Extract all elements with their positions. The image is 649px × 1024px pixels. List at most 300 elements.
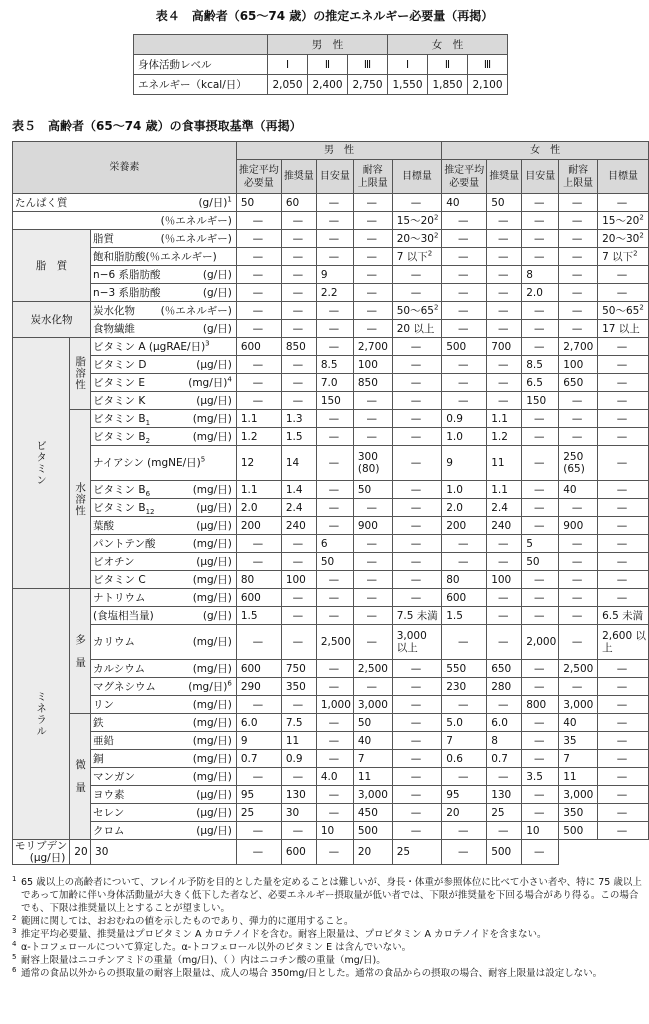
nutrient-unit: (mg/日) [192,752,232,765]
nutrient-name [91,714,237,732]
value-cell: — [559,678,598,696]
value-cell: 600 [442,589,487,607]
value-cell: 750 [281,660,316,678]
value-cell: 1.1 [236,481,281,499]
value-cell: — [442,374,487,392]
column-header: 推定平均 必要量 [236,160,281,194]
value-cell: — [598,589,649,607]
value-cell: 3,000 以上 [392,625,441,660]
table-row [13,553,649,571]
value-cell: 1,000 [316,696,353,714]
nutrient-unit: (µg/日) [196,394,232,407]
table-row [13,320,649,338]
value-cell: — [598,768,649,786]
table-row [13,768,649,786]
group-label: ビタミン [13,338,70,589]
nutrient-unit: (mg/日) [192,734,232,747]
nutrient-unit: (％エネルギー) [160,304,232,317]
value-cell: — [442,320,487,338]
subscript: 1 [145,418,151,427]
level-cell: Ⅰ [388,55,428,75]
value-cell: — [522,732,559,750]
value-cell: 500 [487,840,522,865]
table-row [13,732,649,750]
value-cell: — [392,822,441,840]
value-cell: — [353,499,392,517]
value-cell: — [598,338,649,356]
nutrient-unit: (mg/日) [192,573,232,586]
value-cell: 20 以上 [392,320,441,338]
value-cell: — [442,553,487,571]
table-row [13,142,649,160]
value-cell: — [281,284,316,302]
table-row [134,75,508,95]
energy-cell: 2,400 [308,75,348,95]
column-header: 目安量 [522,160,559,194]
nutrient-unit: (mg/日) [192,412,232,425]
nutrient-unit: (g/日) [202,609,232,622]
column-header: 目標量 [392,160,441,194]
value-cell: 6.0 [236,714,281,732]
footnote-number: 6 [12,966,17,974]
value-cell: — [598,356,649,374]
nutrient-name [91,446,237,481]
value-cell: 150 [522,392,559,410]
table-row [13,446,649,481]
value-cell: 2.4 [487,499,522,517]
nutrient-label: ビタミン K [93,394,146,407]
table-row [13,607,649,625]
nutrient-unit: (％エネルギー) [160,232,232,245]
value-cell: — [522,589,559,607]
value-cell: — [487,768,522,786]
value-cell: — [316,660,353,678]
table-row [13,589,649,607]
value-cell: 11 [281,732,316,750]
value-cell: 80 [236,571,281,589]
value-cell: — [392,481,441,499]
value-cell: — [522,786,559,804]
value-cell: — [559,571,598,589]
value-cell: — [392,338,441,356]
table-row [13,428,649,446]
value-cell: — [598,786,649,804]
value-cell: 4.0 [316,768,353,786]
footnote-text: 耐容上限量はニコチンアミドの重量（mg/日)、（ ）内はニコチン酸の重量（mg/日)。 [21,955,386,966]
value-cell: — [522,302,559,320]
value-cell: — [442,392,487,410]
footnote [12,876,642,915]
value-cell: 7.0 [316,374,353,392]
nutrient-unit: (µg/日) [196,555,232,568]
value-cell: 850 [281,338,316,356]
nutrient-label: マンガン [93,770,136,783]
value-cell: 130 [487,786,522,804]
value-cell: — [522,714,559,732]
footnote-mark: 2 [427,249,433,257]
value-cell: 700 [487,338,522,356]
value-cell: — [236,302,281,320]
footnote-number: 5 [12,953,17,961]
value-cell: — [392,356,441,374]
nutrient-name [13,840,70,865]
value-cell: — [598,266,649,284]
value-cell: — [487,230,522,248]
value-cell: 20 [353,840,392,865]
nutrient-label: ビタミン $B_1$ [93,412,151,427]
value-cell: 6.0 [487,714,522,732]
table-row [13,392,649,410]
value-cell: — [559,230,598,248]
value-cell: 7.5 未満 [392,607,441,625]
nutrient-label: ビタミン C [93,573,146,586]
value-cell: — [281,822,316,840]
value-cell: 500 [442,338,487,356]
value-cell: 3.5 [522,768,559,786]
nutrient-unit: (mg/日) [192,591,232,604]
value-cell: — [281,768,316,786]
value-cell: — [353,607,392,625]
value-cell: 20 [442,804,487,822]
nutrient-name [13,212,237,230]
value-cell: 3,000 [559,786,598,804]
value-cell: 25 [392,840,441,865]
value-cell: — [316,499,353,517]
value-cell: — [522,320,559,338]
value-cell: 2,700 [559,338,598,356]
nutrient-label: 炭水化物 [93,304,136,317]
nutrient-label: 葉酸 [93,519,115,532]
value-cell: — [392,428,441,446]
energy-cell: 2,750 [348,75,388,95]
value-cell: 10 [316,822,353,840]
value-cell: — [392,732,441,750]
value-cell: — [442,356,487,374]
value-cell: — [559,607,598,625]
nutrient-name [91,535,237,553]
value-cell: — [236,230,281,248]
value-cell: — [487,696,522,714]
value-cell: — [316,517,353,535]
male-header: 男 性 [236,142,441,160]
value-cell: — [236,696,281,714]
value-cell: — [392,571,441,589]
column-header: 目標量 [598,160,649,194]
value-cell: — [598,410,649,428]
value-cell: — [392,284,441,302]
footnote-number: 1 [12,875,17,883]
table-row [13,660,649,678]
value-cell: — [598,194,649,212]
table-row [13,356,649,374]
footnote [12,954,642,967]
value-cell: 11 [353,768,392,786]
table-row [13,248,649,266]
nutrient-unit: (mg/日)$^6$ [188,679,232,693]
value-cell: — [281,212,316,230]
value-cell: 650 [487,660,522,678]
value-cell: 11 [487,446,522,481]
value-cell: 240 [487,517,522,535]
nutrient-name [91,517,237,535]
table-row [13,678,649,696]
value-cell: — [522,607,559,625]
value-cell: — [236,266,281,284]
value-cell: — [442,248,487,266]
value-cell: — [392,392,441,410]
value-cell: — [353,678,392,696]
value-cell: — [353,625,392,660]
value-cell: 7 以下$^2$ [598,248,649,266]
table-row [134,55,508,75]
nutrient-label: ビタミン D [93,358,147,371]
value-cell: 100 [559,356,598,374]
subscript: 12 [145,507,155,516]
value-cell: 600 [236,338,281,356]
value-cell: — [487,392,522,410]
value-cell: — [598,804,649,822]
footnote [12,941,642,954]
footnote-text: α-トコフェロールについて算定した。α-トコフェロール以外のビタミン E は含んでいない。 [21,942,412,953]
value-cell: 130 [281,786,316,804]
value-cell: — [236,212,281,230]
value-cell: 1.2 [236,428,281,446]
female-header: 女 性 [388,35,508,55]
value-cell: 7 [353,750,392,768]
nutrient-name [91,428,237,446]
footnote [12,967,642,980]
value-cell: — [281,356,316,374]
value-cell: — [442,535,487,553]
value-cell: — [522,517,559,535]
group-label: 脂溶性 [70,338,91,410]
value-cell: 7 [442,732,487,750]
nutrient-label: (食塩相当量) [93,609,154,622]
value-cell: — [316,786,353,804]
value-cell: — [353,428,392,446]
value-cell: 8.5 [316,356,353,374]
value-cell: — [559,320,598,338]
value-cell: 1.5 [281,428,316,446]
value-cell: — [353,571,392,589]
value-cell: 6.5 未満 [598,607,649,625]
nutrient-name [91,822,237,840]
value-cell: — [522,660,559,678]
value-cell: — [281,607,316,625]
value-cell: 290 [236,678,281,696]
nutrient-label: n−6 系脂肪酸 [93,268,161,281]
value-cell: 1.5 [236,607,281,625]
column-header: 推奨量 [487,160,522,194]
value-cell: — [598,571,649,589]
energy-table [133,34,508,95]
nutrient-unit: (mg/日) [192,537,232,550]
value-cell: — [598,553,649,571]
footnote-text: 推定平均必要量、推奨量はプロビタミン A カロテノイドを含む。耐容上限量は、プロビタミン A カロテノイドを含まない。 [21,929,547,940]
nutrient-name [91,302,237,320]
energy-cell: 1,550 [388,75,428,95]
table-row [13,714,649,732]
value-cell: — [522,338,559,356]
value-cell: — [316,338,353,356]
value-cell: 280 [487,678,522,696]
value-cell: — [442,302,487,320]
value-cell: — [598,374,649,392]
value-cell: — [522,248,559,266]
nutrient-unit: (mg/日) [192,698,232,711]
value-cell: 350 [281,678,316,696]
value-cell: 7 以下$^2$ [392,248,441,266]
value-cell: — [522,481,559,499]
value-cell: 1.3 [281,410,316,428]
value-cell: — [281,230,316,248]
value-cell: 30 [91,840,237,865]
value-cell: — [559,410,598,428]
nutrient-name [91,266,237,284]
value-cell: 6 [316,535,353,553]
value-cell: 2,500 [316,625,353,660]
value-cell: — [559,392,598,410]
nutrient-name [91,625,237,660]
footnote-mark: 1 [227,195,232,203]
value-cell: — [392,410,441,428]
nutrient-label: 銅 [93,752,104,765]
value-cell: — [598,284,649,302]
value-cell: — [392,553,441,571]
value-cell: — [392,589,441,607]
footnote-mark: 2 [639,231,644,239]
nutrient-header: 栄養素 [13,142,237,194]
value-cell: — [236,822,281,840]
value-cell: 1.0 [442,428,487,446]
value-cell: — [487,607,522,625]
value-cell: — [392,446,441,481]
value-cell: 95 [236,786,281,804]
group-label: 脂 質 [13,230,91,302]
footnote-text: 範囲に関しては、おおむねの値を示したものであり、弾力的に運用すること。 [21,916,354,927]
value-cell: 8 [522,266,559,284]
nutrient-label: ヨウ素 [93,788,125,801]
value-cell: 14 [281,446,316,481]
nutrient-label: ナトリウム [93,591,146,604]
value-cell: — [487,356,522,374]
value-cell: 5 [522,535,559,553]
nutrient-name [91,589,237,607]
value-cell: — [487,589,522,607]
value-cell: — [392,786,441,804]
energy-label: エネルギー（kcal/日） [134,75,268,95]
nutrient-unit: (mg/日)$^4$ [188,375,232,389]
nutrient-name [91,284,237,302]
footnote-mark: 6 [227,679,232,687]
value-cell: — [522,410,559,428]
value-cell: — [559,266,598,284]
nutrient-name [91,410,237,428]
nutrient-name [91,804,237,822]
nutrient-unit: (mg/日) [192,662,232,675]
value-cell: — [442,230,487,248]
value-cell: — [353,266,392,284]
value-cell: — [522,840,559,865]
value-cell: — [559,212,598,230]
value-cell: 2.2 [316,284,353,302]
footnote-number: 2 [12,914,17,922]
value-cell: — [281,535,316,553]
nutrient-unit: (µg/日) [196,806,232,819]
value-cell: — [522,230,559,248]
value-cell: — [487,535,522,553]
nutrient-label: モリブデン [15,840,68,852]
value-cell: 350 [559,804,598,822]
table-row [13,230,649,248]
value-cell: 2.4 [281,499,316,517]
value-cell: — [392,750,441,768]
value-cell: 0.9 [281,750,316,768]
nutrient-unit: (mg/日) [192,430,232,443]
nutrient-label: ビタミン $B_6$ [93,483,151,498]
value-cell: — [281,374,316,392]
value-cell: 800 [522,696,559,714]
nutrient-label: ビタミン A (µgRAE/日)$^3$ [93,339,210,353]
value-cell: 50〜$65^2$ [392,302,441,320]
value-cell: — [522,212,559,230]
level-cell: Ⅱ [308,55,348,75]
value-cell: — [316,750,353,768]
value-cell: — [392,660,441,678]
nutrient-name [91,750,237,768]
value-cell: 3,000 [353,786,392,804]
value-cell: 1.1 [487,481,522,499]
value-cell: — [559,302,598,320]
value-cell: — [236,553,281,571]
value-cell: — [392,804,441,822]
nutrient-name [91,660,237,678]
value-cell: — [598,481,649,499]
nutrient-label: ビタミン E [93,376,146,389]
value-cell: — [487,302,522,320]
footnote-mark: 2 [433,231,439,239]
value-cell: — [316,302,353,320]
nutrient-label: 鉄 [93,716,104,729]
table-row [13,571,649,589]
value-cell: — [392,194,441,212]
value-cell: 500 [559,822,598,840]
value-cell: 2,600 以 上 [598,625,649,660]
value-cell: — [522,446,559,481]
value-cell: — [353,284,392,302]
value-cell: — [559,248,598,266]
value-cell: — [487,553,522,571]
value-cell: 20〜$30^2$ [598,230,649,248]
value-cell: 7 [559,750,598,768]
value-cell: 150 [316,392,353,410]
nutrient-name [91,481,237,499]
nutrient-label: クロム [93,824,125,837]
nutrient-unit: (g/日) [202,322,232,335]
nutrient-name [91,248,237,266]
table-row [13,625,649,660]
value-cell: 50 [353,714,392,732]
group-label: 炭水化物 [13,302,91,338]
intake-table [12,141,649,865]
nutrient-name [91,732,237,750]
value-cell: — [442,768,487,786]
value-cell: — [522,571,559,589]
nutrient-name [91,696,237,714]
nutrient-name [91,571,237,589]
value-cell: — [316,320,353,338]
nutrient-unit: (µg/日) [29,852,66,864]
